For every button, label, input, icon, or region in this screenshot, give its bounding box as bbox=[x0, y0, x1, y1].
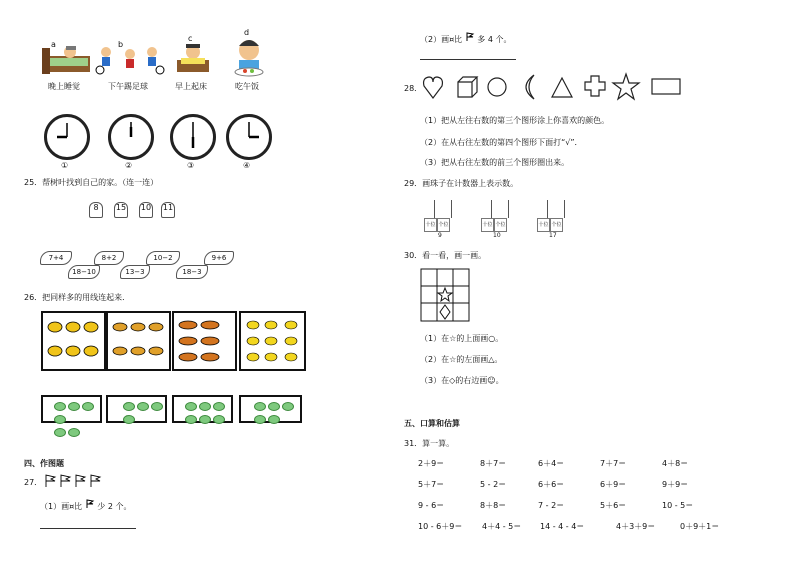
q27-item1-end: 少 2 个。 bbox=[97, 502, 132, 511]
bee-icon bbox=[43, 313, 104, 369]
green-dot-icon bbox=[122, 401, 165, 414]
activity-caption: 吃午饭 bbox=[235, 82, 259, 91]
section-heading: 五、口算和估算 bbox=[404, 419, 460, 428]
shapes-row bbox=[422, 72, 684, 102]
cross-icon bbox=[585, 76, 605, 96]
q28-title: 28． bbox=[404, 84, 423, 93]
q25-title: 25．帮树叶找到自己的家。（连一连） bbox=[24, 178, 159, 187]
q30-item: （1）在☆的上面画○。 bbox=[420, 334, 504, 343]
clock-2 bbox=[108, 114, 154, 160]
fish-icon bbox=[241, 313, 304, 369]
arithmetic-item[interactable]: 4＋8＝ bbox=[662, 459, 689, 468]
activity-letter: c bbox=[188, 34, 193, 43]
arithmetic-item[interactable]: 6＋9＝ bbox=[600, 480, 627, 489]
leaf[interactable]: 10−2 bbox=[146, 251, 180, 265]
green-dot-icon bbox=[53, 427, 100, 440]
q30-item: （2）在☆的左面画△。 bbox=[420, 355, 503, 364]
clock-label: ④ bbox=[243, 161, 251, 170]
arithmetic-item[interactable]: 7 - 2＝ bbox=[538, 501, 565, 510]
insect-icon bbox=[174, 313, 235, 369]
dot-box[interactable] bbox=[172, 395, 233, 423]
tree-house[interactable]: 8 bbox=[89, 202, 103, 218]
abacus-tens: 十位 bbox=[537, 218, 550, 232]
diamond-icon bbox=[440, 305, 450, 319]
star-icon bbox=[613, 74, 639, 99]
arithmetic-item[interactable]: 10 - 5＝ bbox=[662, 501, 694, 510]
insects-picture-box[interactable] bbox=[172, 311, 237, 371]
clock-1 bbox=[44, 114, 90, 160]
bees-picture-box[interactable] bbox=[41, 311, 106, 371]
star-icon bbox=[438, 288, 452, 301]
dot-box[interactable] bbox=[41, 395, 102, 423]
triangle-icon bbox=[552, 78, 572, 97]
q27-item2-end: 多 4 个。 bbox=[477, 35, 512, 44]
activity-caption: 下午踢足球 bbox=[108, 82, 148, 91]
arithmetic-item[interactable]: 5 - 2＝ bbox=[480, 480, 507, 489]
circle-icon bbox=[488, 78, 506, 96]
activity-letter: b bbox=[118, 40, 124, 49]
q26-title: 26．把同样多的用线连起来． bbox=[24, 293, 131, 302]
q28-item: （1）把从左往右数的第三个图形涂上你喜欢的颜色。 bbox=[420, 116, 610, 125]
football-picture bbox=[94, 44, 166, 76]
q28-item: （2）在从右往左数的第四个图形下面打“√”． bbox=[420, 138, 583, 147]
q27-item1-text bbox=[40, 499, 131, 512]
arithmetic-item[interactable]: 5＋7＝ bbox=[418, 480, 445, 489]
cube-icon bbox=[458, 77, 477, 97]
tree-house[interactable]: 10 bbox=[139, 202, 153, 218]
getting-up-picture bbox=[175, 42, 211, 78]
bee-icon bbox=[108, 313, 169, 369]
dot-box[interactable] bbox=[106, 395, 167, 423]
clock-face-icon bbox=[111, 117, 151, 157]
tree-house[interactable]: 11 bbox=[161, 202, 175, 218]
leaf[interactable]: 8+2 bbox=[94, 251, 124, 265]
abacus-ones: 个位 bbox=[437, 218, 450, 232]
q30-item: （3）在◇的右边画☺。 bbox=[420, 376, 504, 385]
abacus-value: 10 bbox=[493, 232, 501, 239]
heart-icon bbox=[424, 77, 443, 98]
arithmetic-item[interactable]: 10 - 6＋9＝ bbox=[418, 522, 463, 531]
sleeping-picture bbox=[40, 44, 92, 78]
moon-icon bbox=[526, 75, 534, 99]
green-dot-icon bbox=[53, 401, 100, 427]
clock-label: ① bbox=[61, 161, 69, 170]
abacus[interactable] bbox=[537, 200, 575, 240]
arithmetic-item[interactable]: 0＋9＋1＝ bbox=[680, 522, 720, 531]
green-dot-icon bbox=[253, 401, 300, 414]
arithmetic-item[interactable]: 4＋3＋9＝ bbox=[616, 522, 656, 531]
clock-4 bbox=[226, 114, 272, 160]
activity-caption: 早上起床 bbox=[175, 82, 207, 91]
q27-item1-start: （1）画¤比 bbox=[40, 502, 83, 511]
abacus-tens: 十位 bbox=[424, 218, 437, 232]
arithmetic-item[interactable]: 14 - 4 - 4＝ bbox=[540, 522, 585, 531]
arithmetic-item[interactable]: 6＋6＝ bbox=[538, 480, 565, 489]
arithmetic-item[interactable]: 4＋4 - 5＝ bbox=[482, 522, 522, 531]
dot-box[interactable] bbox=[239, 395, 302, 423]
leaf[interactable]: 18−3 bbox=[176, 265, 208, 279]
flag-icon bbox=[465, 32, 475, 42]
abacus-tens: 十位 bbox=[481, 218, 494, 232]
tree-house[interactable]: 15 bbox=[114, 202, 128, 218]
clock-face-icon bbox=[47, 117, 87, 157]
abacus[interactable] bbox=[424, 200, 462, 240]
leaf[interactable]: 7+4 bbox=[40, 251, 72, 265]
answer-line[interactable] bbox=[40, 528, 136, 529]
q31-title: 31．算一算。 bbox=[404, 439, 455, 448]
answer-line[interactable] bbox=[420, 59, 516, 60]
abacus-ones: 个位 bbox=[494, 218, 507, 232]
grid-3x3[interactable] bbox=[420, 268, 470, 322]
q27-item2-start: （2）画¤比 bbox=[420, 35, 463, 44]
abacus-value: 17 bbox=[549, 232, 557, 239]
activity-letter: a bbox=[51, 40, 56, 49]
arithmetic-item[interactable]: 2＋9＝ bbox=[418, 459, 445, 468]
clock-face-icon bbox=[229, 117, 269, 157]
clock-3 bbox=[170, 114, 216, 160]
arithmetic-item[interactable]: 7＋7＝ bbox=[600, 459, 627, 468]
q30-title: 30．看一看，画一画。 bbox=[404, 251, 487, 260]
q27-title: 27． bbox=[24, 478, 43, 487]
flag-icon bbox=[85, 499, 95, 509]
arithmetic-item[interactable]: 9 - 6＝ bbox=[418, 501, 445, 510]
clock-label: ③ bbox=[187, 161, 195, 170]
lunch-picture bbox=[231, 36, 267, 78]
clock-label: ② bbox=[125, 161, 133, 170]
activity-caption: 晚上睡觉 bbox=[48, 82, 80, 91]
bees-picture-box[interactable] bbox=[106, 311, 171, 371]
leaf[interactable]: 9+6 bbox=[204, 251, 234, 265]
arithmetic-item[interactable]: 8＋7＝ bbox=[480, 459, 507, 468]
flag-icon bbox=[44, 474, 106, 488]
clock-face-icon bbox=[173, 117, 213, 157]
q28-item: （3）把从右往左数的前三个图形圈出来。 bbox=[420, 158, 570, 167]
section-heading: 四、作图题 bbox=[24, 459, 64, 468]
green-dot-icon bbox=[122, 414, 165, 427]
green-dot-icon bbox=[184, 414, 231, 427]
q29-title: 29．画珠子在计数器上表示数。 bbox=[404, 179, 519, 188]
q27-item2-text bbox=[420, 32, 511, 45]
leaf[interactable]: 13−3 bbox=[120, 265, 150, 279]
green-dot-icon bbox=[253, 414, 300, 427]
green-dot-icon bbox=[184, 401, 231, 414]
abacus-value: 9 bbox=[438, 232, 442, 239]
arithmetic-item[interactable]: 5＋6＝ bbox=[600, 501, 627, 510]
rectangle-icon bbox=[652, 79, 680, 94]
abacus-ones: 个位 bbox=[550, 218, 563, 232]
arithmetic-item[interactable]: 6＋4＝ bbox=[538, 459, 565, 468]
arithmetic-item[interactable]: 8＋8＝ bbox=[480, 501, 507, 510]
activity-letter: d bbox=[244, 28, 250, 37]
fish-picture-box[interactable] bbox=[239, 311, 306, 371]
abacus[interactable] bbox=[481, 200, 519, 240]
leaf[interactable]: 18−10 bbox=[68, 265, 100, 279]
arithmetic-item[interactable]: 9＋9＝ bbox=[662, 480, 689, 489]
